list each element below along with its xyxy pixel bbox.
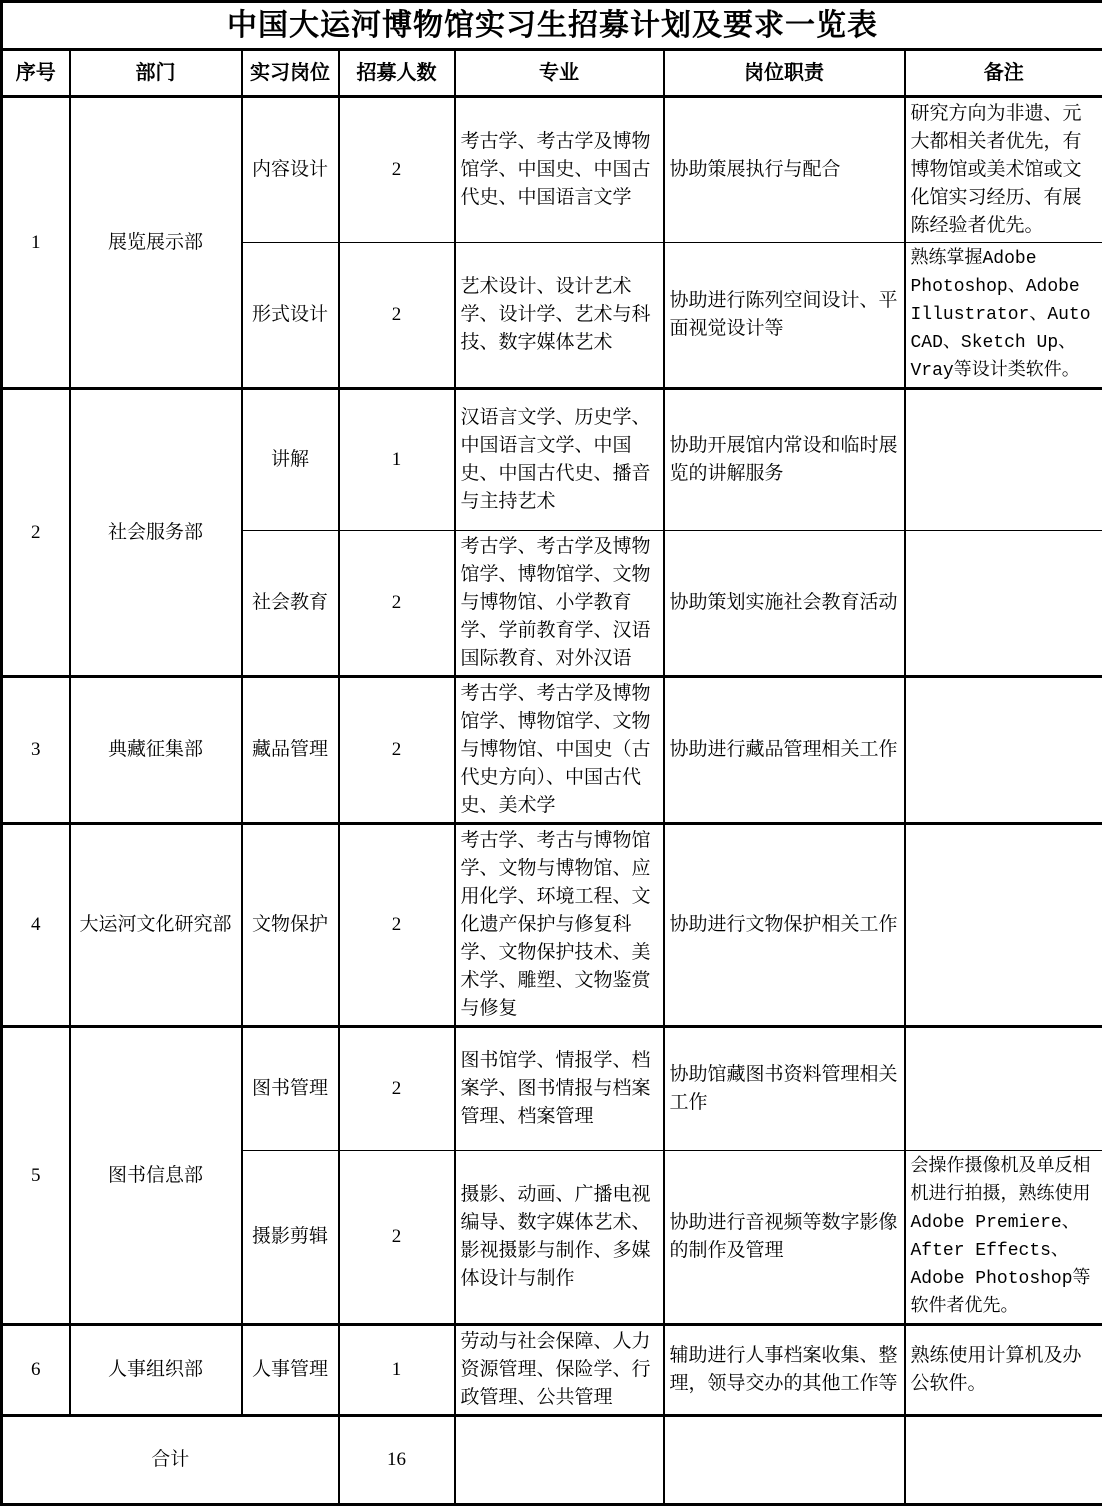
header-count: 招募人数 bbox=[339, 50, 455, 97]
cell-g2p1-duty: 协助开展馆内常设和临时展览的讲解服务 bbox=[664, 389, 905, 531]
header-position: 实习岗位 bbox=[242, 50, 339, 97]
cell-g6-no: 6 bbox=[2, 1325, 70, 1416]
cell-g2p2-duty: 协助策划实施社会教育活动 bbox=[664, 531, 905, 677]
cell-g3p1-count: 2 bbox=[339, 677, 455, 824]
cell-g2p1-note bbox=[905, 389, 1102, 531]
cell-g2p1-position: 讲解 bbox=[242, 389, 339, 531]
cell-g1p1-major: 考古学、考古学及博物馆学、中国史、中国古代史、中国语言文学 bbox=[455, 97, 664, 243]
cell-g2-department: 社会服务部 bbox=[70, 389, 242, 677]
cell-g6p1-duty: 辅助进行人事档案收集、整理，领导交办的其他工作等 bbox=[664, 1325, 905, 1416]
cell-g1p2-position: 形式设计 bbox=[242, 243, 339, 389]
cell-g1p2-duty: 协助进行陈列空间设计、平面视觉设计等 bbox=[664, 243, 905, 389]
page-title: 中国大运河博物馆实习生招募计划及要求一览表 bbox=[2, 2, 1102, 50]
cell-g6p1-count: 1 bbox=[339, 1325, 455, 1416]
cell-g5p1-note bbox=[905, 1027, 1102, 1151]
cell-g6p1-position: 人事管理 bbox=[242, 1325, 339, 1416]
cell-g3p1-note bbox=[905, 677, 1102, 824]
total-duty-empty bbox=[664, 1416, 905, 1505]
cell-g4p1-position: 文物保护 bbox=[242, 824, 339, 1027]
cell-g4p1-count: 2 bbox=[339, 824, 455, 1027]
cell-g5p1-duty: 协助馆藏图书资料管理相关工作 bbox=[664, 1027, 905, 1151]
cell-g4-no: 4 bbox=[2, 824, 70, 1027]
cell-g1p1-position: 内容设计 bbox=[242, 97, 339, 243]
cell-g5p2-note: 会操作摄像机及单反相机进行拍摄，熟练使用Adobe Premiere、After Effects、Adobe Photoshop等软件者优先。 bbox=[905, 1151, 1102, 1325]
cell-g1p1-count: 2 bbox=[339, 97, 455, 243]
cell-g5-no: 5 bbox=[2, 1027, 70, 1325]
header-no: 序号 bbox=[2, 50, 70, 97]
cell-g1-no: 1 bbox=[2, 97, 70, 389]
cell-g2p1-count: 1 bbox=[339, 389, 455, 531]
cell-g2-no: 2 bbox=[2, 389, 70, 677]
header-duty: 岗位职责 bbox=[664, 50, 905, 97]
cell-g3p1-duty: 协助进行藏品管理相关工作 bbox=[664, 677, 905, 824]
cell-g1p2-note: 熟练掌握Adobe Photoshop、Adobe Illustrator、Auto CAD、Sketch Up、Vray等设计类软件。 bbox=[905, 243, 1102, 389]
cell-g4-department: 大运河文化研究部 bbox=[70, 824, 242, 1027]
total-count: 16 bbox=[339, 1416, 455, 1505]
cell-g1p1-note: 研究方向为非遗、元大都相关者优先，有博物馆或美术馆或文化馆实习经历、有展陈经验者优先。 bbox=[905, 97, 1102, 243]
cell-g1p2-major: 艺术设计、设计艺术学、设计学、艺术与科技、数字媒体艺术 bbox=[455, 243, 664, 389]
cell-g4p1-note bbox=[905, 824, 1102, 1027]
cell-g2p2-major: 考古学、考古学及博物馆学、博物馆学、文物与博物馆、小学教育学、学前教育学、汉语国际教育、对外汉语 bbox=[455, 531, 664, 677]
cell-g4p1-major: 考古学、考古与博物馆学、文物与博物馆、应用化学、环境工程、文化遗产保护与修复科学、文物保护技术、美术学、雕塑、文物鉴赏与修复 bbox=[455, 824, 664, 1027]
header-note: 备注 bbox=[905, 50, 1102, 97]
total-label: 合计 bbox=[2, 1416, 339, 1505]
header-major: 专业 bbox=[455, 50, 664, 97]
cell-g1-department: 展览展示部 bbox=[70, 97, 242, 389]
cell-g5p1-count: 2 bbox=[339, 1027, 455, 1151]
cell-g5p2-duty: 协助进行音视频等数字影像的制作及管理 bbox=[664, 1151, 905, 1325]
cell-g4p1-duty: 协助进行文物保护相关工作 bbox=[664, 824, 905, 1027]
cell-g2p1-major: 汉语言文学、历史学、中国语言文学、中国史、中国古代史、播音与主持艺术 bbox=[455, 389, 664, 531]
cell-g5p2-major: 摄影、动画、广播电视编导、数字媒体艺术、影视摄影与制作、多媒体设计与制作 bbox=[455, 1151, 664, 1325]
cell-g3p1-position: 藏品管理 bbox=[242, 677, 339, 824]
cell-g1p1-duty: 协助策展执行与配合 bbox=[664, 97, 905, 243]
total-note-empty bbox=[905, 1416, 1102, 1505]
cell-g3-department: 典藏征集部 bbox=[70, 677, 242, 824]
cell-g6p1-major: 劳动与社会保障、人力资源管理、保险学、行政管理、公共管理 bbox=[455, 1325, 664, 1416]
header-department: 部门 bbox=[70, 50, 242, 97]
cell-g3-no: 3 bbox=[2, 677, 70, 824]
cell-g3p1-major: 考古学、考古学及博物馆学、博物馆学、文物与博物馆、中国史（古代史方向）、中国古代史、美术学 bbox=[455, 677, 664, 824]
cell-g5-department: 图书信息部 bbox=[70, 1027, 242, 1325]
cell-g5p1-major: 图书馆学、情报学、档案学、图书情报与档案管理、档案管理 bbox=[455, 1027, 664, 1151]
cell-g5p2-count: 2 bbox=[339, 1151, 455, 1325]
cell-g5p2-position: 摄影剪辑 bbox=[242, 1151, 339, 1325]
cell-g5p1-position: 图书管理 bbox=[242, 1027, 339, 1151]
cell-g6p1-note: 熟练使用计算机及办公软件。 bbox=[905, 1325, 1102, 1416]
cell-g2p2-note bbox=[905, 531, 1102, 677]
total-major-empty bbox=[455, 1416, 664, 1505]
cell-g2p2-count: 2 bbox=[339, 531, 455, 677]
cell-g6-department: 人事组织部 bbox=[70, 1325, 242, 1416]
cell-g1p2-count: 2 bbox=[339, 243, 455, 389]
cell-g2p2-position: 社会教育 bbox=[242, 531, 339, 677]
